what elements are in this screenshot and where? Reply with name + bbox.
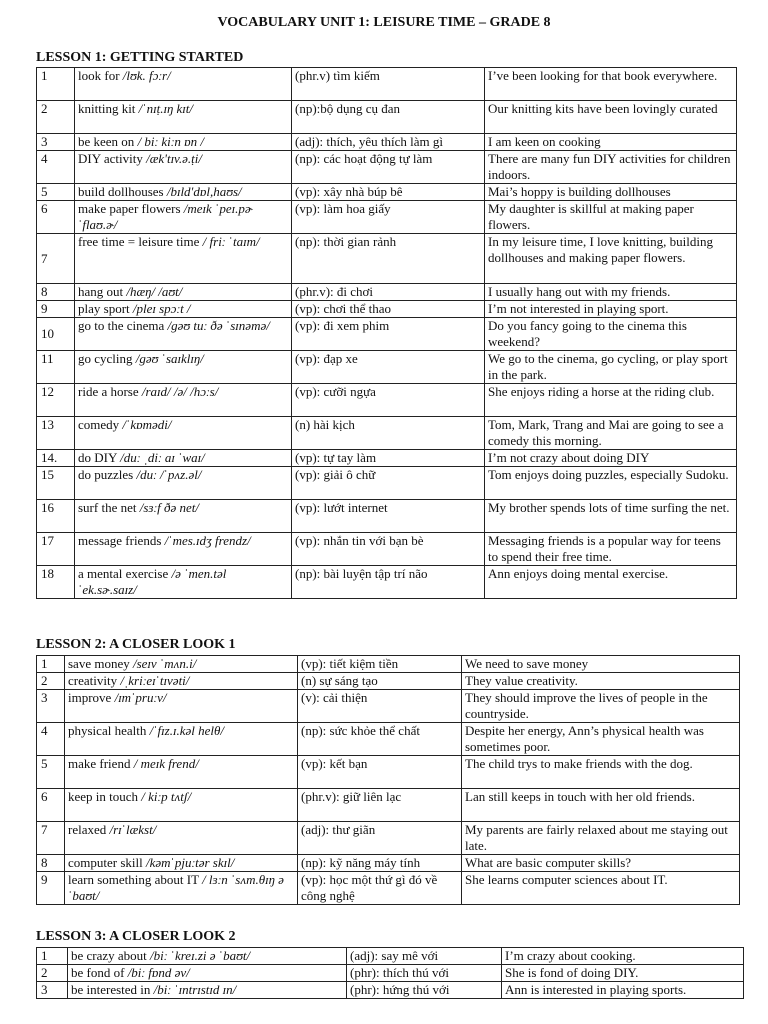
word-text: look for bbox=[78, 68, 123, 83]
table-row bbox=[37, 965, 744, 982]
meaning-cell: (vp): tự tay làm bbox=[292, 450, 485, 467]
word-text: learn something about IT / lɜːn ˈsʌm.θɪŋ ə ˈbaʊt/ bbox=[68, 872, 288, 903]
phonetic-text: /raɪd/ /ə/ /hɔːs/ bbox=[141, 384, 219, 399]
example-cell: Ann is interested in playing sports. bbox=[502, 982, 744, 999]
row-number: 18 bbox=[37, 566, 75, 599]
meaning-cell: (np): kỹ năng máy tính bbox=[298, 855, 462, 872]
row-number: 1 bbox=[37, 948, 68, 965]
meaning-cell: (np): thời gian rảnh bbox=[292, 234, 485, 284]
word-text: go to the cinema /gəʊ tuː ðə ˈsɪnəmə/ bbox=[78, 318, 270, 333]
word-text: be keen on bbox=[78, 134, 138, 149]
row-number: 5 bbox=[37, 184, 75, 201]
phonetic-text: /lʊk. fɔːr/ bbox=[122, 68, 171, 83]
word-text: surf the net bbox=[78, 500, 140, 515]
meaning-cell: (vp): chơi thể thao bbox=[292, 301, 485, 318]
word-text: creativity bbox=[68, 673, 121, 688]
phonetic-text: /biː ˈɪntrɪstɪd ɪn/ bbox=[153, 982, 237, 997]
word-cell bbox=[75, 134, 292, 151]
word-text: do puzzles bbox=[78, 467, 137, 482]
example-cell: She is fond of doing DIY. bbox=[502, 965, 744, 982]
table-row bbox=[37, 351, 737, 384]
word-text: keep in touch bbox=[68, 789, 142, 804]
example-cell: I usually hang out with my friends. bbox=[485, 284, 737, 301]
table-row bbox=[37, 234, 737, 284]
phonetic-text: /kəmˈpjuːtər skɪl/ bbox=[146, 855, 235, 870]
row-number: 11 bbox=[37, 351, 75, 384]
row-number: 8 bbox=[37, 284, 75, 301]
phonetic-text: /seɪv ˈmʌn.i/ bbox=[132, 656, 197, 671]
example-cell: We go to the cinema, go cycling, or play sport in the park. bbox=[485, 351, 737, 384]
meaning-cell: (adj): thư giãn bbox=[298, 822, 462, 855]
phonetic-text: / biː kiːn ɒn / bbox=[137, 134, 205, 149]
word-text: comedy bbox=[78, 417, 123, 432]
example-cell: They value creativity. bbox=[462, 673, 740, 690]
example-cell: Do you fancy going to the cinema this weekend? bbox=[485, 318, 737, 351]
meaning-cell: (n) sự sáng tạo bbox=[298, 673, 462, 690]
meaning-cell: (n) hài kịch bbox=[292, 417, 485, 450]
phonetic-text: /pleɪ spɔːt / bbox=[132, 301, 191, 316]
word-cell bbox=[75, 500, 292, 533]
word-text: save money bbox=[68, 656, 133, 671]
example-cell: Messaging friends is a popular way for teens to spend their free time. bbox=[485, 533, 737, 566]
word-text: build dollhouses bbox=[78, 184, 167, 199]
meaning-cell: (v): cải thiện bbox=[298, 690, 462, 723]
row-number: 6 bbox=[37, 789, 65, 822]
table-row bbox=[37, 789, 740, 822]
row-number: 16 bbox=[37, 500, 75, 533]
meaning-cell: (phr.v): đi chơi bbox=[292, 284, 485, 301]
phonetic-text: / meɪk frend/ bbox=[133, 756, 199, 771]
lesson-3-table bbox=[36, 947, 744, 999]
table-row bbox=[37, 690, 740, 723]
word-text: relaxed bbox=[68, 822, 110, 837]
lesson-2-table bbox=[36, 655, 740, 905]
row-number: 5 bbox=[37, 756, 65, 789]
table-row bbox=[37, 723, 740, 756]
meaning-cell: (phr): hứng thú với bbox=[347, 982, 502, 999]
example-cell: Despite her energy, Ann’s physical health was sometimes poor. bbox=[462, 723, 740, 756]
table-row bbox=[37, 855, 740, 872]
meaning-cell: (vp): lướt internet bbox=[292, 500, 485, 533]
phonetic-text: /ˈnɪṭ.ɪŋ kɪt/ bbox=[138, 101, 193, 116]
table-row bbox=[37, 201, 737, 234]
example-cell: I’m not interested in playing sport. bbox=[485, 301, 737, 318]
example-cell: She learns computer sciences about IT. bbox=[462, 872, 740, 905]
example-cell: I am keen on cooking bbox=[485, 134, 737, 151]
example-cell: They should improve the lives of people in the countryside. bbox=[462, 690, 740, 723]
word-text: computer skill bbox=[68, 855, 146, 870]
phonetic-text: / kiːp tʌtʃ/ bbox=[141, 789, 192, 804]
example-cell: My parents are fairly relaxed about me staying out late. bbox=[462, 822, 740, 855]
row-number: 10 bbox=[37, 318, 75, 351]
word-text: DIY activity bbox=[78, 151, 147, 166]
word-cell bbox=[75, 533, 292, 566]
example-cell: I’m not crazy about doing DIY bbox=[485, 450, 737, 467]
table-row bbox=[37, 101, 737, 134]
word-cell bbox=[75, 450, 292, 467]
example-cell: My brother spends lots of time surfing the net. bbox=[485, 500, 737, 533]
word-cell bbox=[68, 982, 347, 999]
word-cell bbox=[65, 673, 298, 690]
page-title: VOCABULARY UNIT 1: LEISURE TIME – GRADE 8 bbox=[217, 15, 551, 30]
lesson-1-heading: LESSON 1: GETTING STARTED bbox=[36, 50, 244, 65]
lesson-3-heading: LESSON 3: A CLOSER LOOK 2 bbox=[36, 929, 236, 944]
row-number: 3 bbox=[37, 982, 68, 999]
example-cell: Tom, Mark, Trang and Mai are going to see a comedy this morning. bbox=[485, 417, 737, 450]
example-cell: What are basic computer skills? bbox=[462, 855, 740, 872]
meaning-cell: (np): sức khỏe thể chất bbox=[298, 723, 462, 756]
row-number: 15 bbox=[37, 467, 75, 500]
lesson-1-table bbox=[36, 67, 737, 599]
table-row bbox=[37, 566, 737, 599]
table-row bbox=[37, 68, 737, 101]
word-text: play sport bbox=[78, 301, 133, 316]
meaning-cell: (vp): cưỡi ngựa bbox=[292, 384, 485, 417]
example-cell: She enjoys riding a horse at the riding club. bbox=[485, 384, 737, 417]
row-number: 2 bbox=[37, 101, 75, 134]
word-cell bbox=[65, 690, 298, 723]
row-number: 8 bbox=[37, 855, 65, 872]
table-row bbox=[37, 284, 737, 301]
row-number: 4 bbox=[37, 151, 75, 184]
word-cell bbox=[65, 855, 298, 872]
table-row bbox=[37, 872, 740, 905]
row-number: 2 bbox=[37, 673, 65, 690]
word-cell bbox=[65, 723, 298, 756]
row-number: 1 bbox=[37, 656, 65, 673]
row-number: 17 bbox=[37, 533, 75, 566]
table-row bbox=[37, 500, 737, 533]
phonetic-text: /ɪmˈpruːv/ bbox=[114, 690, 167, 705]
word-cell bbox=[65, 822, 298, 855]
meaning-cell: (phr.v): giữ liên lạc bbox=[298, 789, 462, 822]
example-cell: Lan still keeps in touch with her old friends. bbox=[462, 789, 740, 822]
row-number: 9 bbox=[37, 872, 65, 905]
word-cell bbox=[75, 417, 292, 450]
phonetic-text: /hæŋ/ /aʊt/ bbox=[126, 284, 183, 299]
word-text: do DIY bbox=[78, 450, 121, 465]
table-row bbox=[37, 656, 740, 673]
meaning-cell: (vp): học một thứ gì đó về công nghệ bbox=[298, 872, 462, 905]
table-row bbox=[37, 822, 740, 855]
word-text: improve bbox=[68, 690, 115, 705]
meaning-cell: (adj): say mê với bbox=[347, 948, 502, 965]
example-cell: In my leisure time, I love knitting, building dollhouses and making paper flowers. bbox=[485, 234, 737, 284]
word-text: physical health bbox=[68, 723, 150, 738]
table-row bbox=[37, 467, 737, 500]
meaning-cell: (vp): nhắn tin với bạn bè bbox=[292, 533, 485, 566]
example-cell: Our knitting kits have been lovingly curated bbox=[485, 101, 737, 134]
example-cell: My daughter is skillful at making paper flowers. bbox=[485, 201, 737, 234]
example-cell: We need to save money bbox=[462, 656, 740, 673]
word-cell bbox=[75, 284, 292, 301]
table-row bbox=[37, 982, 744, 999]
row-number: 14. bbox=[37, 450, 75, 467]
table-row bbox=[37, 384, 737, 417]
word-text: knitting kit bbox=[78, 101, 139, 116]
word-cell bbox=[75, 318, 292, 351]
row-number: 4 bbox=[37, 723, 65, 756]
row-number: 1 bbox=[37, 68, 75, 101]
meaning-cell: (vp): xây nhà búp bê bbox=[292, 184, 485, 201]
phonetic-text: /bɪld'dɒl,haʊs/ bbox=[166, 184, 242, 199]
row-number: 3 bbox=[37, 690, 65, 723]
meaning-cell: (vp): làm hoa giấy bbox=[292, 201, 485, 234]
table-row bbox=[37, 673, 740, 690]
meaning-cell: (adj): thích, yêu thích làm gì bbox=[292, 134, 485, 151]
meaning-cell: (vp): tiết kiệm tiền bbox=[298, 656, 462, 673]
phonetic-text: /biː ˈkreɪ.zi ə ˈbaʊt/ bbox=[150, 948, 251, 963]
table-row bbox=[37, 417, 737, 450]
word-cell bbox=[75, 467, 292, 500]
word-cell bbox=[75, 566, 292, 599]
word-text: free time = leisure time / friː ˈtaɪm/ bbox=[78, 234, 260, 249]
word-cell bbox=[65, 789, 298, 822]
table-row bbox=[37, 134, 737, 151]
word-text: hang out bbox=[78, 284, 127, 299]
table-row bbox=[37, 756, 740, 789]
word-text: message friends /ˈmes.ɪdʒ frendz/ bbox=[78, 533, 251, 548]
table-row bbox=[37, 301, 737, 318]
row-number: 2 bbox=[37, 965, 68, 982]
phonetic-text: /æk'tɪv.ə.ṭi/ bbox=[146, 151, 202, 166]
phonetic-text: /gəʊ ˈsaɪklɪŋ/ bbox=[135, 351, 204, 366]
table-row bbox=[37, 151, 737, 184]
word-cell bbox=[65, 872, 298, 905]
word-text: ride a horse bbox=[78, 384, 142, 399]
word-cell bbox=[75, 384, 292, 417]
table-row bbox=[37, 184, 737, 201]
table-row bbox=[37, 450, 737, 467]
word-text: a mental exercise /ə ˈmen.təl ˈek.sɚ.saɪz/ bbox=[78, 566, 230, 597]
word-text: be interested in bbox=[71, 982, 154, 997]
meaning-cell: (vp): đạp xe bbox=[292, 351, 485, 384]
word-cell bbox=[75, 201, 292, 234]
word-text: be crazy about bbox=[71, 948, 151, 963]
meaning-cell: (np):bộ dụng cụ đan bbox=[292, 101, 485, 134]
row-number: 7 bbox=[37, 822, 65, 855]
row-number: 7 bbox=[37, 234, 75, 284]
word-text: make paper flowers /meɪk ˈpeɪ.pɚ ˈflaʊ.ɚ/ bbox=[78, 201, 256, 232]
example-cell: The child trys to make friends with the dog. bbox=[462, 756, 740, 789]
phonetic-text: /rɪˈlækst/ bbox=[109, 822, 157, 837]
lesson-2-heading: LESSON 2: A CLOSER LOOK 1 bbox=[36, 637, 236, 652]
meaning-cell: (np): các hoạt động tự làm bbox=[292, 151, 485, 184]
word-cell bbox=[75, 184, 292, 201]
example-cell: Ann enjoys doing mental exercise. bbox=[485, 566, 737, 599]
word-text: go cycling bbox=[78, 351, 136, 366]
word-cell bbox=[65, 756, 298, 789]
example-cell: I’m crazy about cooking. bbox=[502, 948, 744, 965]
word-cell bbox=[68, 948, 347, 965]
example-cell: Tom enjoys doing puzzles, especially Sudoku. bbox=[485, 467, 737, 500]
meaning-cell: (phr): thích thú với bbox=[347, 965, 502, 982]
table-row bbox=[37, 948, 744, 965]
word-cell bbox=[75, 101, 292, 134]
phonetic-text: /ˈfɪz.ɪ.kəl helθ/ bbox=[149, 723, 224, 738]
phonetic-text: /sɜːf ðə net/ bbox=[139, 500, 199, 515]
phonetic-text: /biː fɒnd əv/ bbox=[127, 965, 190, 980]
meaning-cell: (np): bài luyện tập trí não bbox=[292, 566, 485, 599]
row-number: 12 bbox=[37, 384, 75, 417]
word-text: be fond of bbox=[71, 965, 128, 980]
example-cell: Mai’s hoppy is building dollhouses bbox=[485, 184, 737, 201]
phonetic-text: /duː /ˈpʌz.əl/ bbox=[136, 467, 202, 482]
word-cell bbox=[75, 301, 292, 318]
row-number: 13 bbox=[37, 417, 75, 450]
meaning-cell: (phr.v) tìm kiếm bbox=[292, 68, 485, 101]
word-text: make friend bbox=[68, 756, 134, 771]
row-number: 9 bbox=[37, 301, 75, 318]
meaning-cell: (vp): kết bạn bbox=[298, 756, 462, 789]
table-row bbox=[37, 533, 737, 566]
meaning-cell: (vp): giải ô chữ bbox=[292, 467, 485, 500]
table-row bbox=[37, 318, 737, 351]
word-cell bbox=[75, 151, 292, 184]
word-cell bbox=[75, 234, 292, 284]
phonetic-text: /duː ˌdiː aɪ ˈwaɪ/ bbox=[120, 450, 205, 465]
meaning-cell: (vp): đi xem phim bbox=[292, 318, 485, 351]
example-cell: I’ve been looking for that book everywhere. bbox=[485, 68, 737, 101]
example-cell: There are many fun DIY activities for children indoors. bbox=[485, 151, 737, 184]
row-number: 3 bbox=[37, 134, 75, 151]
word-cell bbox=[68, 965, 347, 982]
word-cell bbox=[75, 351, 292, 384]
word-cell bbox=[65, 656, 298, 673]
row-number: 6 bbox=[37, 201, 75, 234]
phonetic-text: /ˌkriːeɪˈtɪvəti/ bbox=[120, 673, 190, 688]
word-cell bbox=[75, 68, 292, 101]
phonetic-text: /ˈkɒmədi/ bbox=[122, 417, 172, 432]
